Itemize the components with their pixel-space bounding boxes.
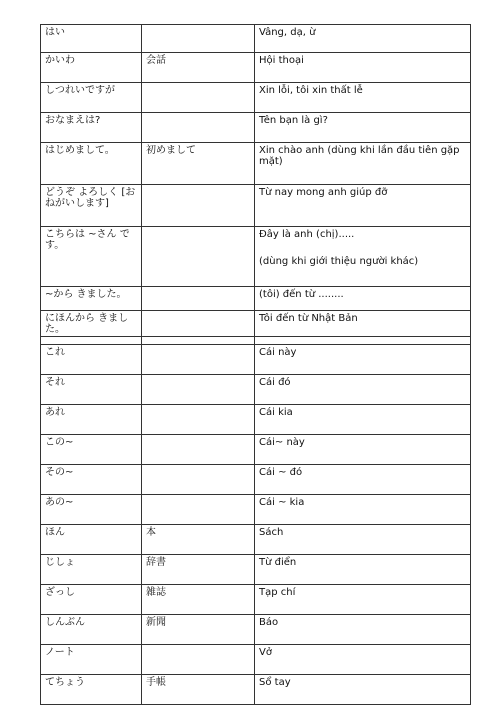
table-row xyxy=(41,143,471,185)
kanji-cell xyxy=(142,495,255,525)
kanji-cell xyxy=(142,375,255,405)
kanji-cell xyxy=(142,585,255,615)
meaning-cell-text: Cái~ này xyxy=(259,437,305,448)
meaning-cell-text: Từ điển xyxy=(259,557,297,568)
kana-cell xyxy=(41,465,142,495)
meaning-cell-text: Cái ~ đó xyxy=(259,467,303,478)
kana-cell xyxy=(41,555,142,585)
kana-cell-text: どうぞ よろしく [おねがいします] xyxy=(45,187,136,209)
kana-cell xyxy=(41,585,142,615)
table-row xyxy=(41,337,471,345)
kana-cell-text: ほん xyxy=(45,527,65,538)
kanji-cell xyxy=(142,25,255,53)
table-row xyxy=(41,645,471,675)
meaning-cell xyxy=(255,287,471,311)
meaning-cell-text: Cái này xyxy=(259,347,297,358)
meaning-cell xyxy=(255,525,471,555)
meaning-cell-text: Vở xyxy=(259,647,272,658)
kana-cell xyxy=(41,345,142,375)
kana-cell-text: しんぶん xyxy=(45,617,85,628)
kana-cell-text: はじめまして。 xyxy=(45,145,115,156)
meaning-cell-text: Hội thoại xyxy=(259,55,304,66)
meaning-cell-text: Xin chào anh (dùng khi lần đầu tiên gặp mặt) xyxy=(259,145,460,167)
kana-cell-text: てちょう xyxy=(45,677,85,688)
table-row xyxy=(41,287,471,311)
meaning-cell xyxy=(255,227,471,287)
kana-cell xyxy=(41,287,142,311)
kana-cell xyxy=(41,495,142,525)
kanji-cell xyxy=(142,675,255,705)
meaning-cell xyxy=(255,435,471,465)
kana-cell-text: こちらは ~さん です。 xyxy=(45,229,130,251)
table-row xyxy=(41,311,471,337)
table-row xyxy=(41,53,471,83)
meaning-cell xyxy=(255,25,471,53)
vocabulary-table-body xyxy=(41,25,471,705)
kanji-cell xyxy=(142,311,255,337)
kana-cell xyxy=(41,185,142,227)
kana-cell xyxy=(41,375,142,405)
kana-cell-text: あの~ xyxy=(45,497,74,508)
table-row xyxy=(41,185,471,227)
kana-cell-text: それ xyxy=(45,377,65,388)
kanji-cell xyxy=(142,287,255,311)
meaning-cell-text: (tôi) đến từ ........ xyxy=(259,289,344,300)
meaning-cell-text: Đây là anh (chị)..... xyxy=(259,229,355,240)
kana-cell xyxy=(41,525,142,555)
kana-cell xyxy=(41,25,142,53)
meaning-cell-text: Từ nay mong anh giúp đỡ xyxy=(259,187,388,198)
kanji-cell xyxy=(142,405,255,435)
meaning-cell-text: Báo xyxy=(259,617,279,628)
meaning-cell xyxy=(255,675,471,705)
kana-cell xyxy=(41,53,142,83)
meaning-cell xyxy=(255,555,471,585)
meaning-cell xyxy=(255,143,471,185)
kanji-cell-text: 辞書 xyxy=(146,557,166,568)
meaning-cell xyxy=(255,375,471,405)
table-row xyxy=(41,227,471,287)
kana-cell xyxy=(41,615,142,645)
kana-cell-text: あれ xyxy=(45,407,65,418)
meaning-cell xyxy=(255,311,471,337)
kanji-cell xyxy=(142,185,255,227)
meaning-cell xyxy=(255,113,471,143)
meaning-cell-text: Sổ tay xyxy=(259,677,291,688)
meaning-note-text: (dùng khi giới thiệu người khác) xyxy=(259,256,419,267)
kanji-cell-text: 本 xyxy=(146,527,156,538)
meaning-cell xyxy=(255,585,471,615)
kana-cell xyxy=(41,435,142,465)
kanji-cell-text: 雑誌 xyxy=(146,587,166,598)
meaning-cell xyxy=(255,337,471,345)
kana-cell-text: これ xyxy=(45,347,65,358)
meaning-cell-text: Cái kia xyxy=(259,407,293,418)
table-row xyxy=(41,375,471,405)
kanji-cell xyxy=(142,345,255,375)
kanji-cell xyxy=(142,83,255,113)
kanji-cell xyxy=(142,555,255,585)
kana-cell-text: おなまえは? xyxy=(45,115,101,126)
kana-cell-text: ノート xyxy=(45,647,75,658)
kana-cell-text: はい xyxy=(45,27,65,38)
kana-cell-text: ~から きました。 xyxy=(45,289,127,300)
kanji-cell xyxy=(142,435,255,465)
meaning-cell xyxy=(255,345,471,375)
kana-cell-text: にほんから きました。 xyxy=(45,313,129,335)
meaning-cell xyxy=(255,465,471,495)
table-row xyxy=(41,675,471,705)
table-row xyxy=(41,585,471,615)
table-row xyxy=(41,465,471,495)
kana-cell xyxy=(41,675,142,705)
meaning-cell xyxy=(255,83,471,113)
kanji-cell-text: 会話 xyxy=(146,55,166,66)
kana-cell xyxy=(41,311,142,337)
table-row xyxy=(41,525,471,555)
table-row xyxy=(41,495,471,525)
meaning-cell-text: Xin lỗi, tôi xin thất lễ xyxy=(259,85,363,96)
kanji-cell xyxy=(142,143,255,185)
kana-cell xyxy=(41,83,142,113)
vocabulary-table xyxy=(40,24,471,705)
kanji-cell xyxy=(142,53,255,83)
kanji-cell xyxy=(142,465,255,495)
kana-cell-text: その~ xyxy=(45,467,74,478)
meaning-cell xyxy=(255,495,471,525)
table-row xyxy=(41,113,471,143)
table-row xyxy=(41,25,471,53)
kana-cell xyxy=(41,645,142,675)
meaning-cell-text: Tên bạn là gì? xyxy=(259,115,328,126)
kanji-cell xyxy=(142,337,255,345)
kanji-cell xyxy=(142,113,255,143)
meaning-cell xyxy=(255,53,471,83)
meaning-cell-text: Tạp chí xyxy=(259,587,296,598)
kanji-cell xyxy=(142,645,255,675)
table-row xyxy=(41,435,471,465)
meaning-cell-text: Tôi đến từ Nhật Bản xyxy=(259,313,358,324)
table-row xyxy=(41,615,471,645)
kana-cell xyxy=(41,405,142,435)
kana-cell-text: ざっし xyxy=(45,587,75,598)
kanji-cell xyxy=(142,615,255,645)
meaning-cell xyxy=(255,645,471,675)
kana-cell xyxy=(41,113,142,143)
table-row xyxy=(41,555,471,585)
kanji-cell-text: 手帳 xyxy=(146,677,166,688)
kanji-cell xyxy=(142,525,255,555)
meaning-cell xyxy=(255,405,471,435)
kanji-cell-text: 初めまして xyxy=(146,145,196,156)
kana-cell xyxy=(41,143,142,185)
table-row xyxy=(41,405,471,435)
kana-cell-text: しつれいですが xyxy=(45,85,115,96)
kana-cell xyxy=(41,227,142,287)
meaning-cell-text: Cái ~ kia xyxy=(259,497,305,508)
meaning-cell xyxy=(255,185,471,227)
table-row xyxy=(41,345,471,375)
meaning-cell-text: Vâng, dạ, ừ xyxy=(259,27,316,38)
table-row xyxy=(41,83,471,113)
meaning-cell-text: Sách xyxy=(259,527,284,538)
kanji-cell-text: 新聞 xyxy=(146,617,166,628)
kana-cell-text: じしょ xyxy=(45,557,75,568)
meaning-cell xyxy=(255,615,471,645)
kana-cell-text: この~ xyxy=(45,437,74,448)
kana-cell xyxy=(41,337,142,345)
kanji-cell xyxy=(142,227,255,287)
kana-cell-text: かいわ xyxy=(45,55,75,66)
meaning-cell-text: Cái đó xyxy=(259,377,291,388)
